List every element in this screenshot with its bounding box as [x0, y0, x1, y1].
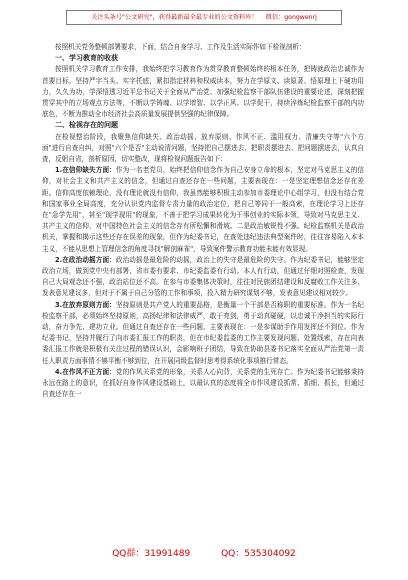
point-3-paragraph: [42, 300, 364, 367]
header-banner: [66, 10, 342, 25]
point-3-lead: 3.在放弃原则方面：: [55, 300, 116, 309]
footer-contacts: [0, 546, 408, 559]
document-body: [42, 42, 364, 401]
point-1-paragraph: [42, 165, 364, 255]
section-1-body: 按照机关学习教育工作安排，我始终把学习教育作为贯穿教育整顿始终的根本任务，把铸就政治忠诚作为首要目标，坚持严字当头、实字托底，紧扣指定材料和权威读本，努力在学原文、读原著、悟原理上下硬功用力，久久为功，学深悟透习近平总书记关于全面从严治党、加强纪检监察干部队伍建设的重要论述，深刻把握贯穿其中的立场观点方法等，不断以学铸魂、以学增智、以学正风、以学促干，持续淬炼纪检监察干部的内功底色，不断为推动全市经济社会高质量发展提供坚强的纪律保障。: [42, 65, 364, 119]
point-2-body: 政治动摇是最危险的动摇，政治上的失守是最危险的失守。作为纪委书记，能够坚定政治立场，做到党中央有部署，省市委有要求、市纪委监委有行动。本人有行动，但通过仔细对照检查，发现自己大局观念还不强，政治站位还不高。在参与市委集体决策时，往往对民族团结建设和反腐败工作关注多、发表意见建议多，但对于不属于自己分管的工作和事项，投入精力研究谋划不够，发表意见建议相对较少。: [42, 255, 365, 298]
section-2-intro: 在检视整治阶段，我聚焦信仰缺失、政治动摇、放弃原则、作风不正、滥用权力、清廉失守等"六个方面"进行自查自纠，对照"六个是否"主动说清问题，坚持把自己摆进去、把职责摆进去、把问题摆进去，认真自查，反躬自省，剖析原因，切实整改，现将检视问题报告如下：: [42, 132, 364, 164]
point-2-paragraph: [42, 255, 364, 300]
section-2-title: 二、检视存在的问题: [55, 121, 118, 130]
banner-promo-text[interactable]: 关注头条号"公文研究"，获得最新最全最专业的公文资料库！: [91, 14, 258, 21]
section-1-title: 一、学习教育的收获: [55, 54, 118, 63]
banner-contact: 微信：gongwenrj: [265, 14, 317, 21]
footer-qq-group: QQ群：31991489: [112, 549, 191, 559]
point-3-body: 坚持原则是共产党人的重要品格，是衡量一个干部是否称职的重要标准。作为一名纪检监察干部，必须始终坚持原则，高扬纪律和法律威严，敢于亮剑，勇于动真碰硬，以忠诚干净担当的实际行动，奋力争先、建功立业。但通过自查还存在一些问题，主要表现在：一是参谋助手作用发挥还不到位。作为纪委书记，坚持并履行了向市委汇报工作的职责，但在市纪委监委的工作主要发现问题、处置线索，存在向表委汇报工作就是积极有关注过程的错误认识，会影响班子团结，导致在协助县委书记落实全面从严治党第一责任人职责方面事情不够平衡不够到位，在开展同级监督时思考得系统化事项推行常态。: [42, 300, 365, 365]
point-1-lead: 1.在信仰缺失方面：: [55, 166, 116, 175]
point-4-body: 党的作风关系党的形象，关系人心向背，关系党的生死存亡。作为纪委书记能够秉持永远在路上的意识，在抓好自身作风建设基础上，以最认真的态度将全市作风建设抓常、抓细、抓长，但通过自查还存在一: [42, 367, 365, 399]
point-4-paragraph: [42, 367, 364, 401]
point-2-lead: 2.在政治动摇方面：: [55, 255, 116, 264]
intro-paragraph: 按照机关党务整顿部署要求，下面，结合自身学习、工作及生活实际作如下检视剖析：: [55, 43, 306, 51]
point-1-body: 作为一名老党员，始终把信仰信念作为自己安身立命的根本，坚定对马克思主义的信仰，对社会主义和共产主义的信念，但通过自查还存在一些问题，主要表现在：一是坚定理想信念还存在差距。信仰高度依赖理论，没有理论就没有信仰，我虽然能够积极主动参加市委理论中心组学习，但没有结合党和国家事业全局高度，充分认识党内监督专责力量的政治定位，把自己等同于一般高索，在理论学习上还存在"急学先用"，甚至"现学现用"的现象，不善于把学习成果转化为干事创业的实际本领，导致对马克思主义、共产主义的信仰，对中国特色社会主义的信念存有所松懈和滑坡。二是政治敏锐性不强。纪检监察机关是政治机关，掌握和揭示这些还存在误差的现象，但作为纪委书记，在查处违纪违法典型案件时，往往容易陷入本本主义，不能从思想上管理信念的角度寻找"解剖麻雀"，导致案件警示教育功能未能有效显现。: [42, 166, 365, 253]
point-4-lead: 4.在作风不正方面：: [55, 367, 116, 376]
footer-qq: QQ：535304092: [221, 549, 296, 559]
